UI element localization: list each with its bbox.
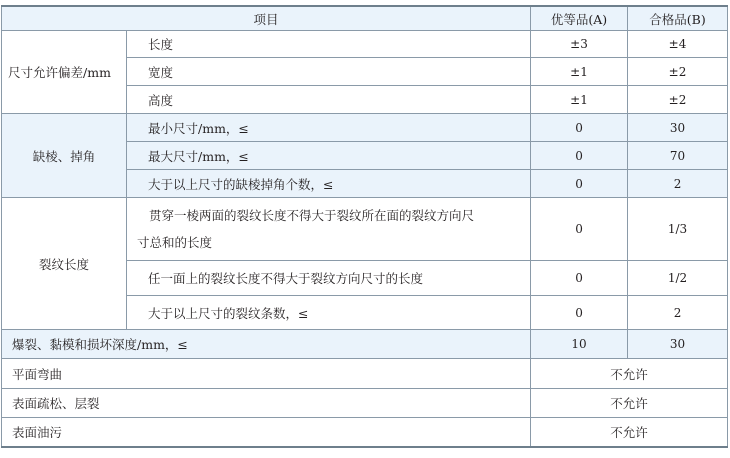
grade-b-value: 1/3 <box>628 198 728 261</box>
table-header-row <box>2 6 728 31</box>
table-row <box>2 198 728 261</box>
row-name: 任一面上的裂纹长度不得大于裂纹方向尺寸的长度 <box>127 261 531 296</box>
header-grade-b: 合格品(B) <box>628 6 728 31</box>
row-name: 最大尺寸/mm，≤ <box>127 142 531 170</box>
grade-a-value: ±1 <box>531 86 628 114</box>
size-tolerance-label: 尺寸允许偏差/mm <box>2 31 127 114</box>
table-row <box>2 114 728 142</box>
table-row <box>2 389 728 418</box>
grade-a-value: ±3 <box>531 31 628 58</box>
grade-b-value: 2 <box>628 170 728 198</box>
grade-a-value: 0 <box>531 198 628 261</box>
row-name-line2: 寸总和的长度 <box>137 235 213 250</box>
grade-b-value: ±2 <box>628 86 728 114</box>
grade-a-value: 0 <box>531 142 628 170</box>
table-row <box>2 31 728 58</box>
row-name: 大于以上尺寸的缺棱掉角个数，≤ <box>127 170 531 198</box>
bending-label: 平面弯曲 <box>2 359 531 389</box>
row-name: 长度 <box>127 31 531 58</box>
crack-label: 裂纹长度 <box>2 198 127 330</box>
grade-b-value: ±2 <box>628 58 728 86</box>
oil-value: 不允许 <box>531 418 728 447</box>
header-item: 项目 <box>2 6 531 31</box>
table-row <box>2 359 728 389</box>
grade-a-value: ±1 <box>531 58 628 86</box>
oil-label: 表面油污 <box>2 418 531 447</box>
grade-a-value: 0 <box>531 114 628 142</box>
row-name-line1: 贯穿一棱两面的裂纹长度不得大于裂纹所在面的裂纹方向尺 <box>149 208 475 223</box>
grade-a-value: 0 <box>531 296 628 330</box>
row-name: 宽度 <box>127 58 531 86</box>
row-name: 大于以上尺寸的裂纹条数，≤ <box>127 296 531 330</box>
grade-b-value: 30 <box>628 114 728 142</box>
quality-requirements-table <box>1 5 728 448</box>
row-name: 最小尺寸/mm，≤ <box>127 114 531 142</box>
grade-b-value: 30 <box>628 330 728 359</box>
grade-b-value: 1/2 <box>628 261 728 296</box>
table-row <box>2 330 728 359</box>
bending-value: 不允许 <box>531 359 728 389</box>
grade-b-value: 70 <box>628 142 728 170</box>
burst-label: 爆裂、黏模和损坏深度/mm，≤ <box>2 330 531 359</box>
grade-b-value: ±4 <box>628 31 728 58</box>
grade-a-value: 0 <box>531 170 628 198</box>
edge-corner-label: 缺棱、掉角 <box>2 114 127 198</box>
grade-a-value: 10 <box>531 330 628 359</box>
grade-a-value: 0 <box>531 261 628 296</box>
header-grade-a: 优等品(A) <box>531 6 628 31</box>
row-name: 高度 <box>127 86 531 114</box>
row-name <box>127 198 531 261</box>
loose-value: 不允许 <box>531 389 728 418</box>
grade-b-value: 2 <box>628 296 728 330</box>
loose-label: 表面疏松、层裂 <box>2 389 531 418</box>
table-row <box>2 418 728 447</box>
